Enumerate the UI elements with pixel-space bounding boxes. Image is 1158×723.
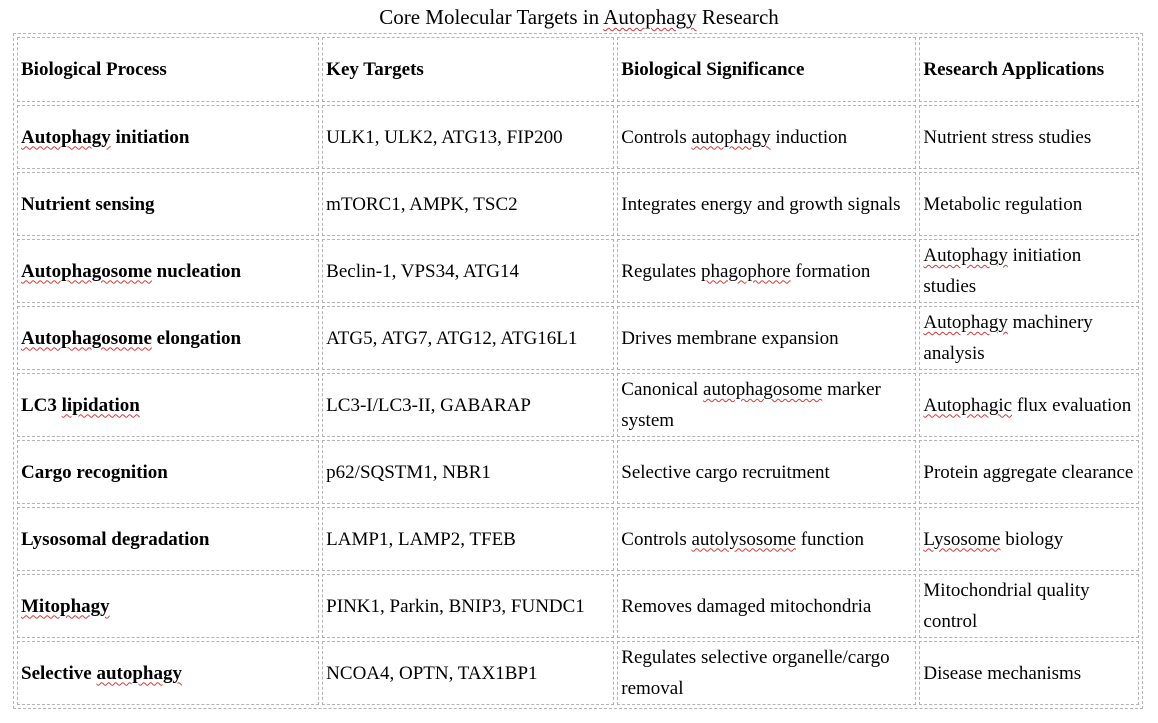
applications-cell: Metabolic regulation — [919, 172, 1139, 236]
header-biological-process: Biological Process — [17, 37, 319, 102]
significance-cell: Drives membrane expansion — [617, 306, 916, 370]
significance-cell: Removes damaged mitochondria — [617, 574, 916, 638]
significance-pre: Controls — [621, 528, 692, 550]
significance-cell: Regulates selective organelle/cargo removal — [617, 641, 916, 705]
significance-cell — [617, 105, 916, 169]
targets-cell: ULK1, ULK2, ATG13, FIP200 — [322, 105, 614, 169]
applications-cell — [919, 239, 1139, 303]
significance-post: marker system — [621, 379, 881, 431]
process-cell — [17, 172, 319, 236]
process-text: LC3 — [21, 394, 62, 416]
significance-spell: autophagosome — [703, 379, 823, 400]
applications-cell — [919, 507, 1139, 571]
significance-cell — [617, 239, 916, 303]
targets-cell: PINK1, Parkin, BNIP3, FUNDC1 — [322, 574, 614, 638]
significance-pre: Controls — [621, 126, 692, 148]
table-row — [17, 306, 1139, 370]
applications-spell: Autophagic — [923, 394, 1013, 416]
process-spell: lipidation — [61, 394, 140, 416]
applications-text: initiation studies — [923, 245, 1082, 297]
applications-cell — [919, 373, 1139, 437]
applications-text: machinery analysis — [923, 312, 1093, 364]
process-cell — [17, 507, 319, 571]
applications-cell: Protein aggregate clearance — [919, 440, 1139, 504]
header-research-applications: Research Applications — [919, 37, 1139, 102]
title-spellcheck-word: Autophagy — [603, 5, 697, 29]
targets-cell: NCOA4, OPTN, TAX1BP1 — [322, 641, 614, 705]
targets-cell: p62/SQSTM1, NBR1 — [322, 440, 614, 504]
applications-spell: Lysosome — [923, 528, 1001, 550]
title-text-end: Research — [696, 5, 779, 29]
targets-table — [13, 33, 1143, 709]
process-cell — [17, 239, 319, 303]
applications-cell: Mitochondrial quality control — [919, 574, 1139, 638]
process-cell — [17, 105, 319, 169]
table-row — [17, 373, 1139, 437]
title-text-start: Core Molecular Targets in — [379, 5, 604, 29]
process-spell: autophagy — [96, 662, 182, 684]
header-row — [17, 37, 1139, 102]
process-text: initiation — [110, 126, 190, 148]
significance-post: formation — [790, 260, 871, 282]
significance-pre: Canonical — [621, 379, 704, 400]
process-cell — [17, 574, 319, 638]
table-row — [17, 440, 1139, 504]
applications-cell: Disease mechanisms — [919, 641, 1139, 705]
significance-cell: Integrates energy and growth signals — [617, 172, 916, 236]
significance-spell: autophagy — [691, 126, 771, 148]
process-cell — [17, 306, 319, 370]
significance-spell: phagophore — [700, 260, 791, 282]
table-row — [17, 641, 1139, 705]
header-key-targets: Key Targets — [322, 37, 614, 102]
process-cell — [17, 373, 319, 437]
significance-spell: autolysosome — [691, 528, 796, 550]
process-cell — [17, 641, 319, 705]
process-spell: Autophagosome — [21, 260, 152, 282]
applications-cell — [919, 105, 1139, 169]
targets-cell: mTORC1, AMPK, TSC2 — [322, 172, 614, 236]
process-spell: Autophagosome — [21, 327, 152, 349]
process-text: Lysosomal degradation — [21, 528, 210, 550]
process-text: nucleation — [151, 260, 242, 282]
table-row — [17, 105, 1139, 169]
targets-cell: Beclin-1, VPS34, ATG14 — [322, 239, 614, 303]
applications-text: flux evaluation — [1012, 394, 1132, 416]
targets-cell: LAMP1, LAMP2, TFEB — [322, 507, 614, 571]
process-text: Cargo recognition — [21, 461, 168, 483]
process-text: Nutrient sensing — [21, 193, 155, 215]
significance-pre: Regulates — [621, 260, 701, 282]
process-spell: Autophagy — [21, 126, 111, 148]
table-row — [17, 574, 1139, 638]
significance-cell: Selective cargo recruitment — [617, 440, 916, 504]
significance-cell — [617, 507, 916, 571]
applications-text: biology — [1000, 528, 1064, 550]
applications-cell — [919, 306, 1139, 370]
significance-post: function — [795, 528, 865, 550]
targets-cell: LC3-I/LC3-II, GABARAP — [322, 373, 614, 437]
targets-cell: ATG5, ATG7, ATG12, ATG16L1 — [322, 306, 614, 370]
page-title — [0, 4, 1158, 30]
process-text: Selective — [21, 662, 97, 684]
process-text: elongation — [151, 327, 242, 349]
header-biological-significance: Biological Significance — [617, 37, 916, 102]
applications-text: Nutrient stress studies — [923, 126, 1092, 148]
table-row — [17, 239, 1139, 303]
table-row — [17, 507, 1139, 571]
applications-spell: Autophagy — [923, 312, 1008, 333]
significance-cell — [617, 373, 916, 437]
process-cell — [17, 440, 319, 504]
process-spell: Mitophagy — [21, 595, 110, 617]
significance-post: induction — [770, 126, 848, 148]
table-row — [17, 172, 1139, 236]
applications-spell: Autophagy — [923, 245, 1008, 266]
